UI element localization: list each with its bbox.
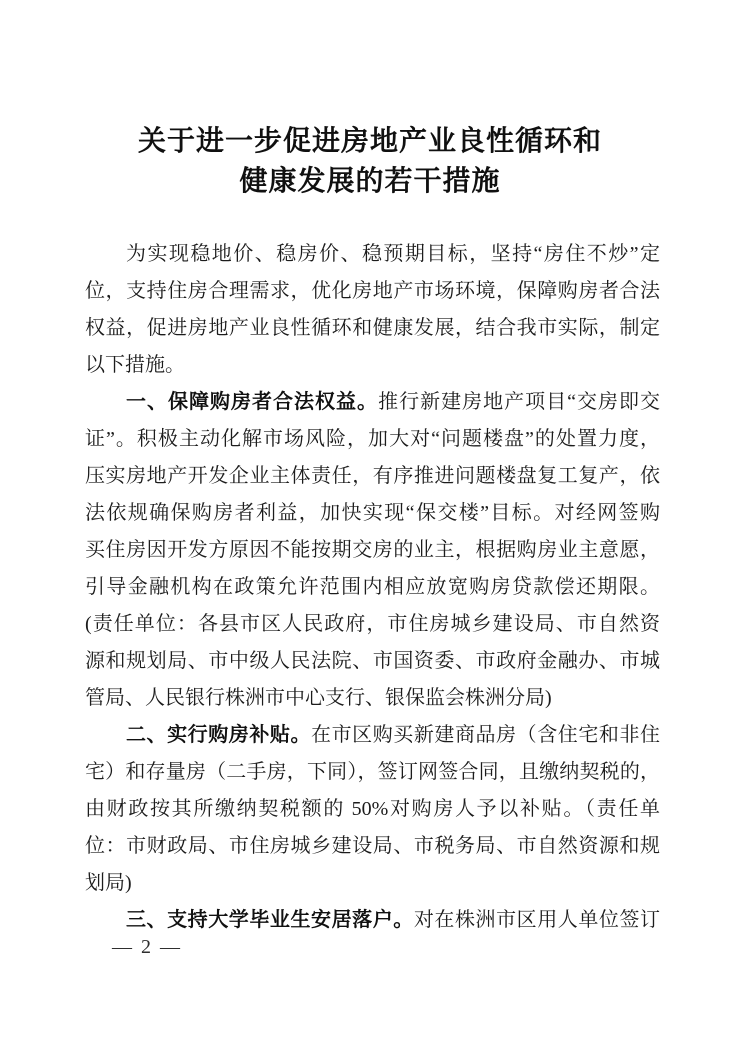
section-heading: 一、保障购房者合法权益。: [126, 391, 379, 413]
line-text: 以下措施。: [85, 354, 185, 376]
body-line: [85, 828, 660, 865]
body-line: [85, 865, 660, 902]
section-heading: 二、实行购房补贴。: [126, 724, 312, 746]
body-line: [85, 347, 660, 384]
body-line: [85, 236, 660, 273]
body-line: [85, 532, 660, 569]
line-text: 证”。积极主动化解市场风险，加大对“问题楼盘”的处置力度，: [85, 428, 660, 450]
line-text: 压实房地产开发企业主体责任，有序推进问题楼盘复工复产，依: [85, 465, 660, 487]
body-line: [85, 421, 660, 458]
line-text: 买住房因开发方原因不能按期交房的业主，根据购房业主意愿，: [85, 539, 660, 561]
line-text: 引导金融机构在政策允许范围内相应放宽购房贷款偿还期限。: [85, 576, 660, 598]
section-heading: 三、支持大学毕业生安居落户。: [126, 909, 414, 931]
line-text: 由财政按其所缴纳契税额的 50%对购房人予以补贴。（责任单: [85, 798, 660, 820]
line-text: 推行新建房地产项目“交房即交: [378, 391, 660, 413]
document-body: [85, 236, 660, 939]
body-line: [85, 310, 660, 347]
body-line: [85, 717, 660, 754]
line-text: (责任单位：各县市区人民政府，市住房城乡建设局、市自然资: [85, 613, 660, 635]
line-text: 法依规确保购房者利益，加快实现“保交楼”目标。对经网签购: [85, 502, 660, 524]
body-line: [85, 495, 660, 532]
body-line: [85, 680, 660, 717]
body-line: [85, 384, 660, 421]
body-line: [85, 643, 660, 680]
line-text: 对在株洲市区用人单位签订: [413, 909, 660, 931]
title-line-1: 关于进一步促进房地产业良性循环和: [137, 126, 602, 157]
line-text: 在市区购买新建商品房（含住宅和非住: [311, 724, 660, 746]
body-line: [85, 754, 660, 791]
line-text: 权益，促进房地产业良性循环和健康发展，结合我市实际，制定: [85, 317, 660, 339]
line-text: 位：市财政局、市住房城乡建设局、市税务局、市自然资源和规: [85, 835, 660, 857]
line-text: 位，支持住房合理需求，优化房地产市场环境，保障购房者合法: [85, 280, 660, 302]
title-line-2: 健康发展的若干措施: [239, 166, 501, 197]
document-title: [0, 122, 740, 202]
line-text: 管局、人民银行株洲市中心支行、银保监会株洲分局): [85, 687, 552, 709]
line-text: 宅）和存量房（二手房，下同），签订网签合同，且缴纳契税的，: [85, 761, 660, 783]
line-text: 为实现稳地价、稳房价、稳预期目标，坚持“房住不炒”定: [126, 243, 660, 265]
body-line: [85, 791, 660, 828]
body-line: [85, 569, 660, 606]
body-line: [85, 458, 660, 495]
page-number: — 2 —: [112, 936, 182, 958]
line-text: 划局): [85, 872, 132, 894]
body-line: [85, 273, 660, 310]
line-text: 源和规划局、市中级人民法院、市国资委、市政府金融办、市城: [85, 650, 660, 672]
body-line: [85, 606, 660, 643]
